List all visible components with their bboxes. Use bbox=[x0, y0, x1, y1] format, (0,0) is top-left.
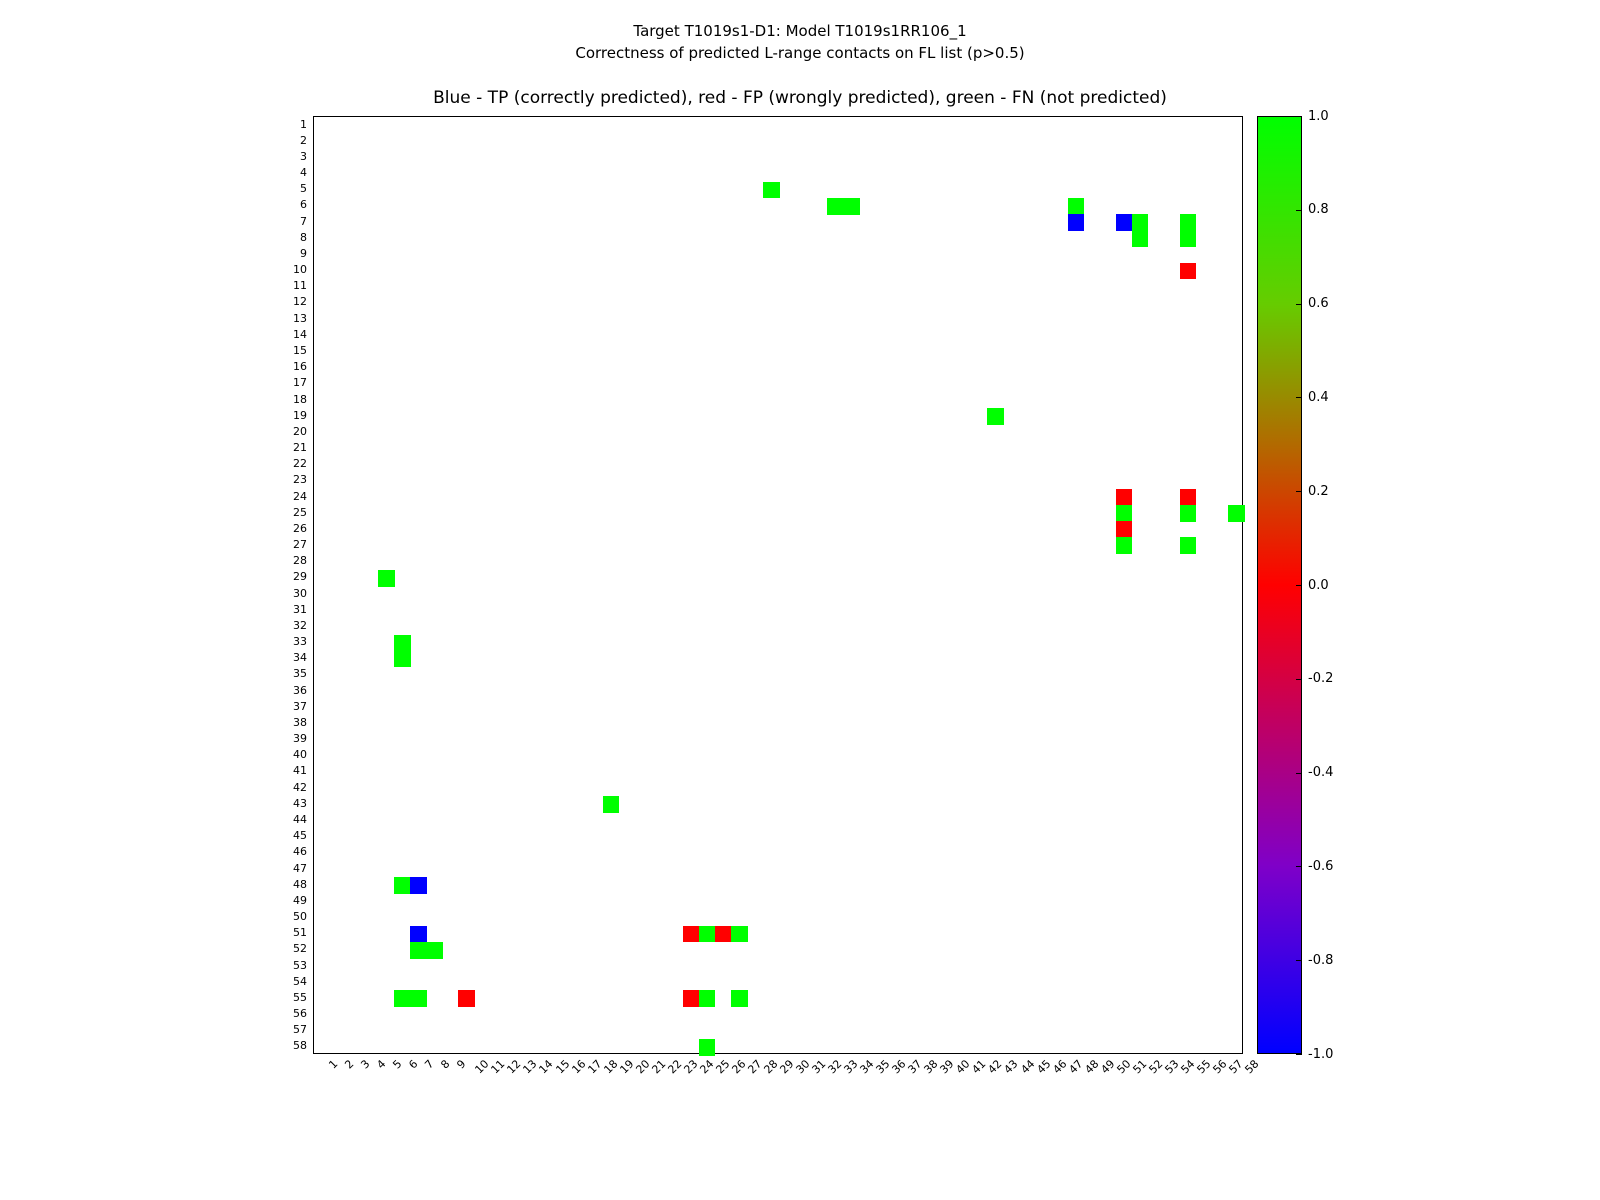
x-tick-label: 36 bbox=[889, 1057, 909, 1077]
heatmap-cell bbox=[1180, 263, 1197, 280]
y-tick-label: 25 bbox=[293, 505, 307, 519]
x-tick-label: 24 bbox=[697, 1057, 717, 1077]
heatmap-cell bbox=[426, 942, 443, 959]
x-tick-label: 35 bbox=[873, 1057, 893, 1077]
y-tick-label: 22 bbox=[293, 457, 307, 471]
colorbar-tick-mark bbox=[1296, 585, 1302, 586]
x-tick-label: 52 bbox=[1146, 1057, 1166, 1077]
y-tick-label: 39 bbox=[293, 732, 307, 746]
y-tick-label: 20 bbox=[293, 424, 307, 438]
y-tick-label: 2 bbox=[300, 133, 307, 147]
x-tick-label: 56 bbox=[1210, 1057, 1230, 1077]
x-tick-label: 57 bbox=[1226, 1057, 1246, 1077]
x-tick-label: 18 bbox=[600, 1057, 621, 1077]
colorbar-tick-label: 0.0 bbox=[1308, 577, 1329, 593]
y-tick-label: 3 bbox=[300, 149, 307, 163]
y-tick-label: 6 bbox=[300, 198, 307, 212]
y-tick-label: 38 bbox=[293, 715, 307, 729]
y-tick-label: 50 bbox=[293, 910, 307, 924]
heatmap-cell bbox=[699, 990, 716, 1007]
y-tick-label: 21 bbox=[293, 441, 307, 455]
x-tick-label: 3 bbox=[358, 1057, 373, 1072]
x-tick-label: 6 bbox=[406, 1057, 421, 1072]
x-tick-label: 30 bbox=[793, 1057, 813, 1077]
y-tick-label: 10 bbox=[293, 263, 307, 277]
x-tick-label: 11 bbox=[488, 1057, 508, 1077]
x-tick-label: 41 bbox=[969, 1057, 989, 1077]
heatmap-cell bbox=[1116, 505, 1133, 522]
x-tick-label: 14 bbox=[536, 1057, 556, 1077]
heatmap-cell bbox=[378, 570, 395, 587]
heatmap-cell bbox=[1116, 214, 1133, 231]
x-tick-label: 20 bbox=[633, 1057, 653, 1077]
heatmap-cell bbox=[987, 408, 1004, 425]
colorbar-tick-mark bbox=[1296, 773, 1302, 774]
heatmap-cell bbox=[731, 990, 748, 1007]
x-tick-label: 33 bbox=[841, 1057, 861, 1077]
x-tick-label: 50 bbox=[1114, 1057, 1134, 1077]
y-tick-label: 33 bbox=[293, 635, 307, 649]
y-tick-label: 28 bbox=[293, 554, 307, 568]
y-tick-label: 27 bbox=[293, 538, 307, 552]
x-tick-label: 32 bbox=[825, 1057, 845, 1077]
heatmap-cell bbox=[603, 796, 620, 813]
heatmap-cell bbox=[394, 635, 411, 652]
heatmap-cell bbox=[699, 926, 716, 943]
x-axis-tick-labels bbox=[313, 1057, 1262, 1118]
y-tick-label: 49 bbox=[293, 893, 307, 907]
heatmap-cell bbox=[731, 926, 748, 943]
y-tick-label: 13 bbox=[293, 311, 307, 325]
heatmap-cell bbox=[410, 877, 427, 894]
y-tick-label: 17 bbox=[293, 376, 307, 390]
x-tick-label: 39 bbox=[937, 1057, 957, 1077]
heatmap-cell bbox=[1116, 489, 1133, 506]
y-tick-label: 36 bbox=[293, 683, 307, 697]
x-tick-label: 23 bbox=[681, 1057, 701, 1077]
colorbar-tick-label: 0.2 bbox=[1308, 483, 1329, 499]
x-tick-label: 46 bbox=[1049, 1057, 1070, 1077]
y-tick-label: 11 bbox=[293, 279, 307, 293]
y-tick-label: 23 bbox=[293, 473, 307, 487]
x-tick-label: 13 bbox=[520, 1057, 540, 1077]
heatmap-cell bbox=[394, 990, 411, 1007]
heatmap-cell bbox=[1068, 214, 1085, 231]
colorbar-tick-mark bbox=[1296, 116, 1302, 117]
colorbar-tick-label: 0.6 bbox=[1308, 296, 1329, 312]
x-tick-label: 16 bbox=[568, 1057, 589, 1077]
colorbar-tick-label: -0.6 bbox=[1308, 858, 1334, 874]
y-tick-label: 16 bbox=[293, 360, 307, 374]
colorbar-tick-label: 1.0 bbox=[1308, 108, 1329, 124]
y-tick-label: 43 bbox=[293, 796, 307, 810]
x-tick-label: 4 bbox=[374, 1057, 389, 1072]
colorbar-tick-label: 0.4 bbox=[1308, 389, 1329, 405]
y-tick-label: 24 bbox=[293, 489, 307, 503]
x-tick-label: 17 bbox=[584, 1057, 605, 1077]
y-tick-label: 42 bbox=[293, 780, 307, 794]
heatmap-cell bbox=[458, 990, 475, 1007]
heatmap-cell bbox=[827, 198, 844, 215]
y-tick-label: 35 bbox=[293, 667, 307, 681]
colorbar-tick-mark bbox=[1296, 679, 1302, 680]
x-tick-label: 53 bbox=[1162, 1057, 1182, 1077]
colorbar-tick-mark bbox=[1296, 491, 1302, 492]
colorbar-tick-label: -0.2 bbox=[1308, 671, 1334, 687]
axes-title: Blue - TP (correctly predicted), red - FP (wrongly predicted), green - FN (not predicted) bbox=[433, 88, 1167, 108]
x-tick-label: 1 bbox=[326, 1057, 341, 1072]
y-tick-label: 7 bbox=[300, 214, 307, 228]
colorbar-tick-label: -0.4 bbox=[1308, 765, 1334, 781]
heatmap-cell bbox=[1180, 505, 1197, 522]
x-tick-label: 2 bbox=[342, 1057, 357, 1072]
x-tick-label: 38 bbox=[921, 1057, 941, 1077]
x-tick-label: 10 bbox=[472, 1057, 492, 1077]
colorbar-tick-label: -0.8 bbox=[1308, 952, 1334, 968]
x-tick-label: 25 bbox=[713, 1057, 733, 1077]
y-axis-tick-labels bbox=[255, 116, 307, 1054]
x-tick-label: 42 bbox=[985, 1057, 1005, 1077]
x-tick-label: 54 bbox=[1178, 1057, 1198, 1077]
y-tick-label: 34 bbox=[293, 651, 307, 665]
y-tick-label: 55 bbox=[293, 990, 307, 1004]
colorbar-tick-label: -1.0 bbox=[1308, 1046, 1334, 1062]
y-tick-label: 32 bbox=[293, 618, 307, 632]
x-tick-label: 19 bbox=[617, 1057, 637, 1077]
x-tick-label: 58 bbox=[1242, 1057, 1262, 1077]
heatmap-cell bbox=[1068, 198, 1085, 215]
figure-suptitle: Target T1019s1-D1: Model T1019s1RR106_1 Correctness of predicted L-range contacts on FL list (p>0.5) bbox=[575, 22, 1025, 62]
x-tick-label: 44 bbox=[1017, 1057, 1037, 1077]
heatmap-cell bbox=[1180, 489, 1197, 506]
heatmap-cell bbox=[763, 182, 780, 199]
y-tick-label: 9 bbox=[300, 246, 307, 260]
x-tick-label: 28 bbox=[761, 1057, 781, 1077]
x-tick-label: 40 bbox=[953, 1057, 973, 1077]
y-tick-label: 44 bbox=[293, 813, 307, 826]
colorbar-tick-label: 0.8 bbox=[1308, 202, 1329, 218]
x-tick-label: 31 bbox=[809, 1057, 829, 1077]
x-tick-label: 49 bbox=[1098, 1057, 1118, 1077]
x-tick-label: 9 bbox=[454, 1057, 469, 1072]
heatmap-cells bbox=[314, 117, 1242, 1053]
heatmap-cell bbox=[683, 926, 700, 943]
y-tick-label: 48 bbox=[293, 877, 307, 891]
colorbar-tick-mark bbox=[1296, 1054, 1302, 1055]
x-tick-label: 51 bbox=[1130, 1057, 1150, 1077]
y-tick-label: 29 bbox=[293, 570, 307, 584]
x-tick-label: 5 bbox=[390, 1057, 405, 1072]
x-tick-label: 21 bbox=[649, 1057, 669, 1077]
y-tick-label: 45 bbox=[293, 829, 307, 843]
y-tick-label: 30 bbox=[293, 586, 307, 600]
heatmap-cell bbox=[410, 942, 427, 959]
x-tick-label: 12 bbox=[504, 1057, 524, 1077]
heatmap-cell bbox=[683, 990, 700, 1007]
heatmap-cell bbox=[1132, 214, 1149, 231]
x-tick-label: 29 bbox=[777, 1057, 797, 1077]
heatmap-cell bbox=[410, 990, 427, 1007]
heatmap-cell bbox=[1180, 537, 1197, 554]
heatmap-cell bbox=[1180, 214, 1197, 231]
x-tick-label: 26 bbox=[729, 1057, 749, 1077]
y-tick-label: 4 bbox=[300, 166, 307, 180]
y-tick-label: 18 bbox=[293, 392, 307, 406]
y-tick-label: 19 bbox=[293, 408, 307, 422]
x-tick-label: 34 bbox=[857, 1057, 877, 1077]
x-tick-label: 37 bbox=[905, 1057, 925, 1077]
y-tick-label: 47 bbox=[293, 861, 307, 875]
y-tick-label: 15 bbox=[293, 344, 307, 357]
y-tick-label: 1 bbox=[300, 117, 307, 131]
colorbar-tick-mark bbox=[1296, 866, 1302, 867]
heatmap-cell bbox=[843, 198, 860, 215]
x-tick-label: 15 bbox=[552, 1057, 572, 1077]
y-tick-label: 26 bbox=[293, 521, 307, 535]
y-tick-label: 51 bbox=[293, 926, 307, 940]
y-tick-label: 41 bbox=[293, 764, 307, 778]
x-tick-label: 48 bbox=[1082, 1057, 1102, 1077]
heatmap-cell bbox=[715, 926, 732, 943]
heatmap-cell bbox=[1116, 537, 1133, 554]
y-tick-label: 12 bbox=[293, 295, 307, 309]
x-tick-label: 55 bbox=[1194, 1057, 1214, 1077]
y-tick-label: 57 bbox=[293, 1023, 307, 1037]
x-tick-label: 45 bbox=[1033, 1057, 1054, 1077]
heatmap-cell bbox=[394, 877, 411, 894]
colorbar-tick-mark bbox=[1296, 960, 1302, 961]
y-tick-label: 37 bbox=[293, 699, 307, 713]
y-tick-label: 52 bbox=[293, 942, 307, 956]
colorbar-tick-mark bbox=[1296, 397, 1302, 398]
heatmap-cell bbox=[699, 1039, 716, 1056]
y-tick-label: 40 bbox=[293, 748, 307, 762]
heatmap-cell bbox=[1180, 230, 1197, 247]
x-tick-label: 22 bbox=[665, 1057, 685, 1077]
x-tick-label: 47 bbox=[1065, 1057, 1086, 1077]
y-tick-label: 56 bbox=[293, 1007, 307, 1021]
heatmap-cell bbox=[1132, 230, 1149, 247]
y-tick-label: 54 bbox=[293, 974, 307, 988]
y-tick-label: 14 bbox=[293, 327, 307, 341]
x-tick-label: 27 bbox=[745, 1057, 765, 1077]
y-tick-label: 58 bbox=[293, 1039, 307, 1053]
heatmap-cell bbox=[394, 651, 411, 668]
y-tick-label: 5 bbox=[300, 182, 307, 196]
colorbar-tick-mark bbox=[1296, 304, 1302, 305]
heatmap-cell bbox=[1228, 505, 1245, 522]
x-tick-label: 7 bbox=[422, 1057, 437, 1072]
heatmap-cell bbox=[410, 926, 427, 943]
colorbar-tick-mark bbox=[1296, 210, 1302, 211]
y-tick-label: 46 bbox=[293, 845, 307, 859]
x-tick-label: 43 bbox=[1001, 1057, 1021, 1077]
heatmap-cell bbox=[1116, 521, 1133, 538]
contact-map-plot bbox=[313, 116, 1243, 1054]
y-tick-label: 8 bbox=[300, 230, 307, 244]
y-tick-label: 53 bbox=[293, 958, 307, 972]
x-tick-label: 8 bbox=[438, 1057, 453, 1072]
y-tick-label: 31 bbox=[293, 602, 307, 616]
